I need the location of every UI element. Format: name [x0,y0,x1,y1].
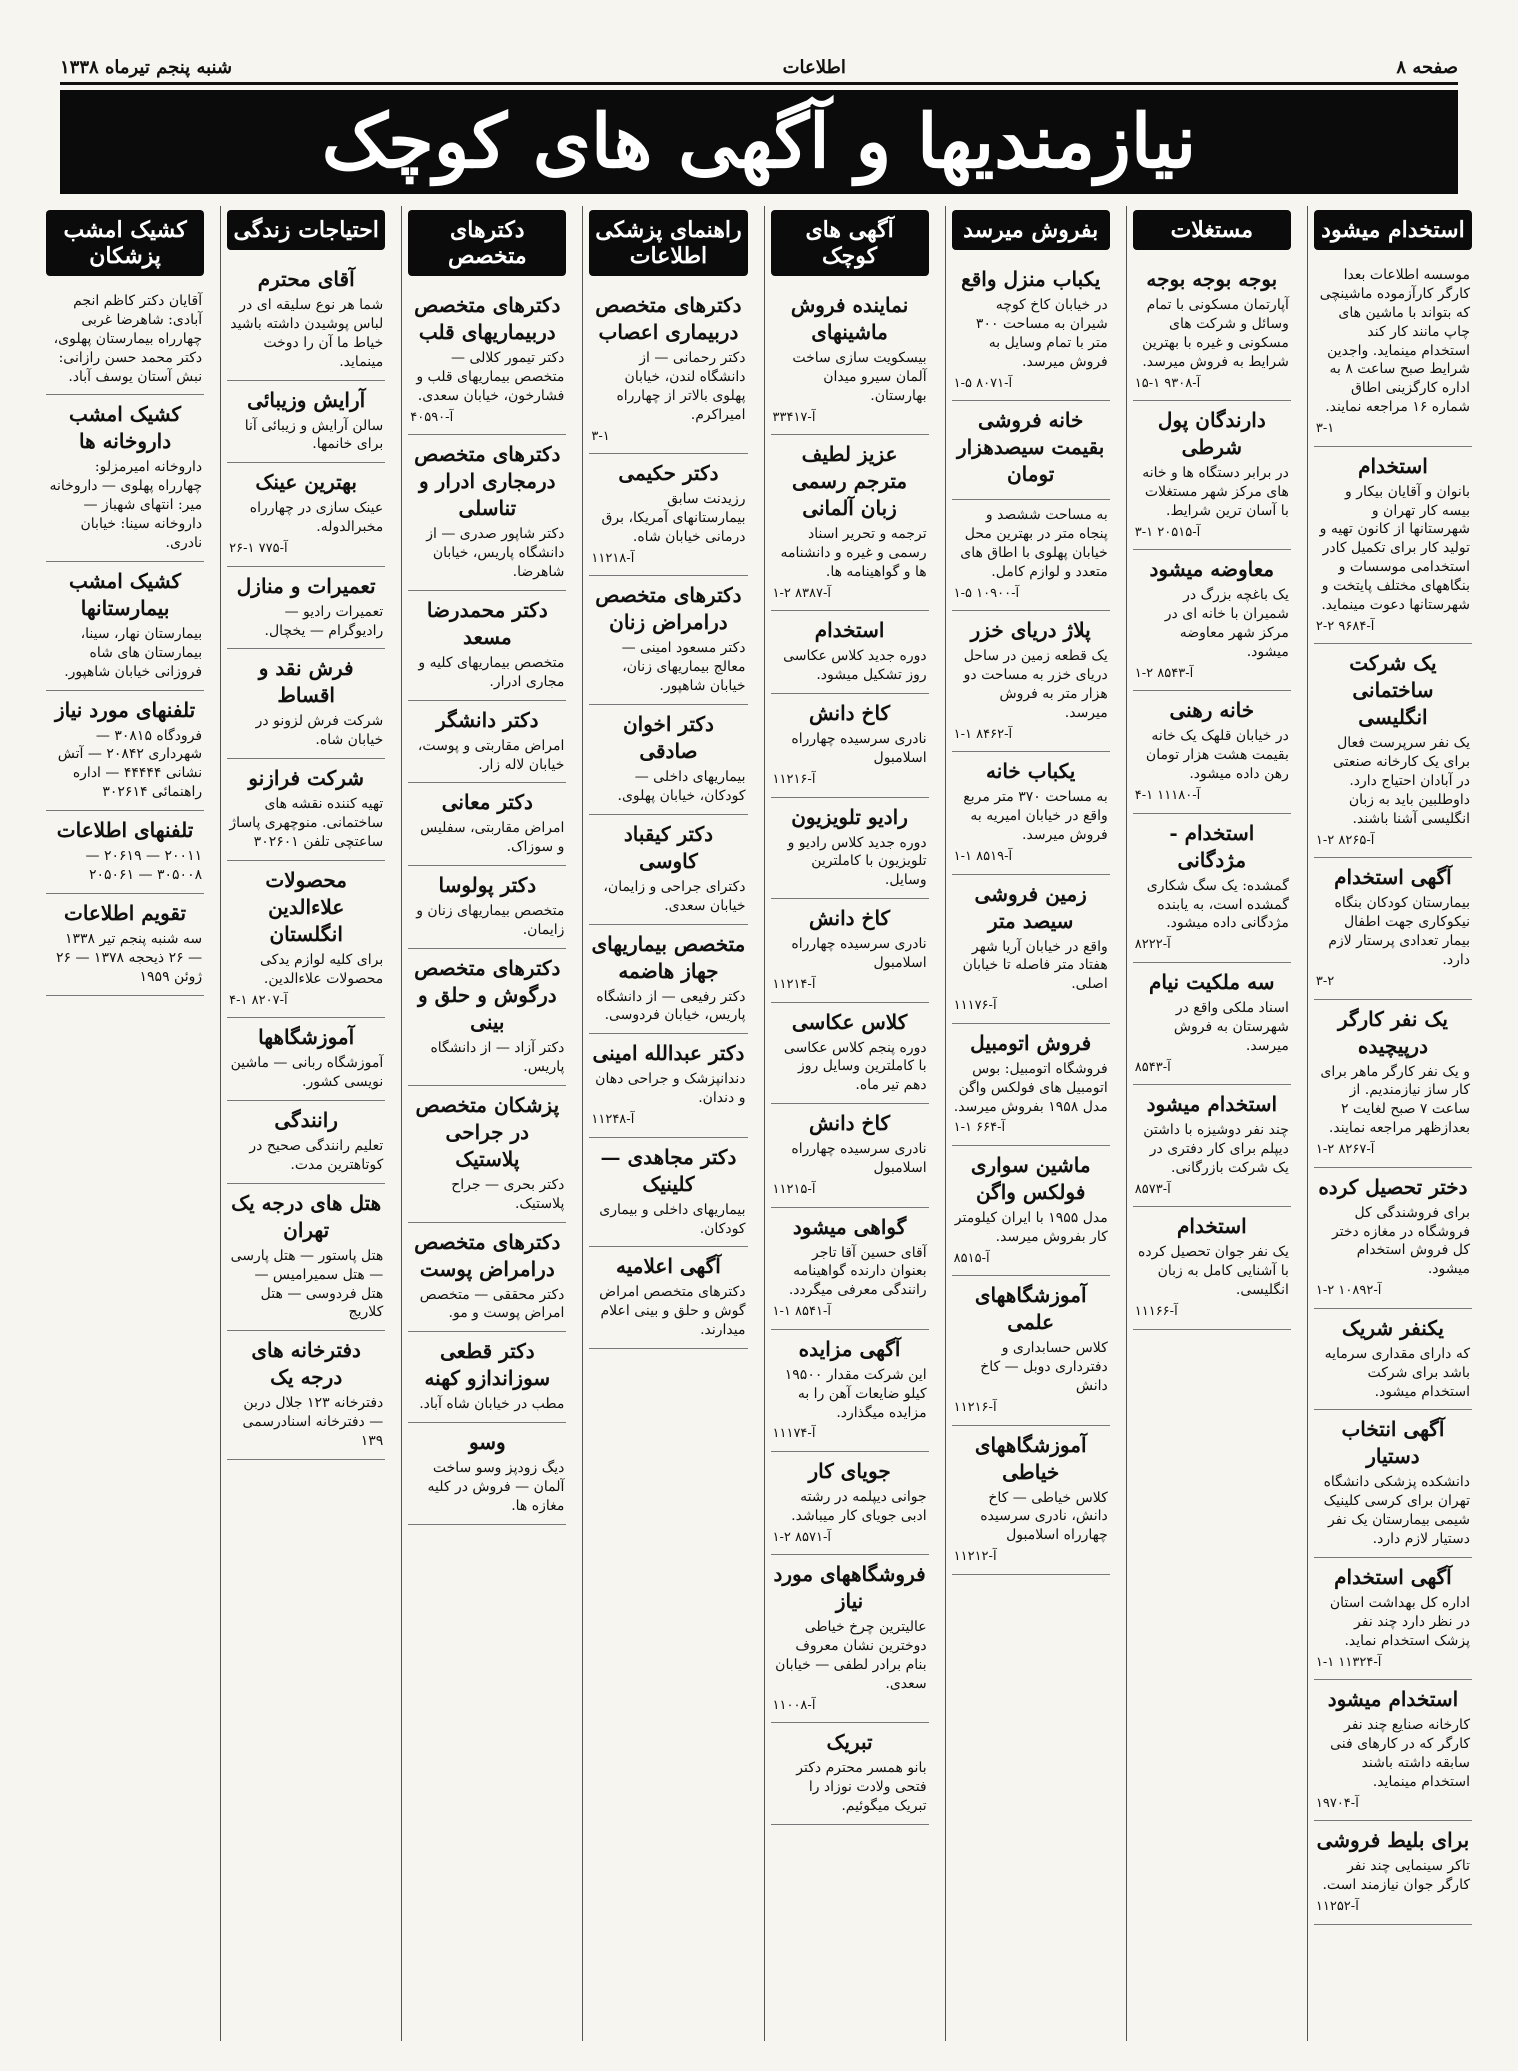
ad-title: آموزشگاههای علمی [974,1283,1087,1335]
ad-code: آ-۸۵۱۵ [953,1250,990,1266]
ad-title: کلاس عکاسی [791,1009,908,1034]
classified-ad [1133,1085,1291,1207]
classified-ad [1133,260,1291,401]
ad-title: تبریک [826,1730,873,1755]
classified-ad [1133,691,1291,813]
ad-title: دکتر مجاهدی — کلینیک [600,1144,737,1196]
classified-ad [589,454,747,576]
ad-code: آ-۸۵۴۳ [1134,1059,1171,1075]
ad-body: اسناد ملکی واقع در شهرستان به فروش میرسد. [1173,999,1289,1054]
ad-title: دکترهای متخصص دربیماری اعصاب [595,293,742,344]
ad-body: تعمیرات رادیو — رادیوگرام — یخچال. [264,603,384,639]
ad-title: خانه فروشی بقیمت سیصدهزار تومان [957,408,1105,487]
ad-body: دوره جدید کلاس رادیو و تلویزیون با کاملترین وسایل. [787,834,927,889]
ad-title: تقویم اطلاعات [64,900,187,925]
ad-title: عزیز لطیف مترجم رسمی زبان آلمانی [792,442,908,521]
classified-ad [589,705,747,815]
classified-ad [408,1223,566,1333]
ad-code: آ-۸۲۶۵ ۲-۱ [1315,832,1375,848]
ad-body: متخصص بیماریهای کلیه و مجاری ادرار. [418,654,565,690]
ad-body: بیمارستان نهار، سینا، بیمارستان های شاه فروزانی خیابان شاهپور. [64,625,203,680]
ad-title: بهترین عینک [255,470,357,495]
classified-ad [952,875,1110,1024]
ad-title: کاخ دانش [809,701,891,726]
classified-ad [408,783,566,866]
classified-ad [1133,1207,1291,1329]
ad-body: آقایان دکتر کاظم انجم آبادی: شاهرضا غربی چهارراه بیمارستان پهلوی، دکتر محمد حسن رازانی: نبش آستان یوسف آباد. [53,293,203,385]
classified-ad [227,1331,385,1460]
ad-title: کشیک امشب بیمارستانها [69,568,182,620]
ad-code: آ-۱۱۲۱۸ [591,550,635,566]
ad-body: تعلیم رانندگی صحیح در کوتاهترین مدت. [249,1138,384,1173]
ad-title: دکتر پولوسا [438,873,537,898]
paper-name: اطلاعات [782,56,846,78]
page-header [60,52,1458,85]
ad-title: یکنفر شریک [1341,1315,1444,1340]
column-heading: مستغلات [1133,210,1291,250]
ad-body: تهیه کننده نقشه های ساختمانی. منوچهری پاساژ ساعتچی تلفن ۳۰۲۶۰۱ [229,796,384,851]
classified-ad [1133,401,1291,550]
ad-body: این شرکت مقدار ۱۹۵۰۰ کیلو ضایعات آهن را به مزایده میگذارد. [784,1366,927,1421]
ad-title: زمین فروشی سیصد متر [974,881,1087,933]
column-heading: کشیک امشب پزشکان [46,210,204,276]
ad-body: یک نفر جوان تحصیل کرده با آشنایی کامل به زبان انگلیسی. [1138,1244,1289,1299]
ad-body: امراض مقاربتی و پوست، خیابان لاله زار. [417,737,565,773]
ad-body: نادری سرسیده چهارراه اسلامبول [791,1141,927,1177]
ad-title: آرایش وزیبائی [247,387,366,412]
column-heading: احتیاجات زندگی [227,210,385,250]
classified-ad [771,1555,929,1723]
ad-title: استخدام میشود [1327,1687,1459,1712]
ad-body: دیگ زودپز وسو ساخت آلمان — فروش در کلیه مغازه ها. [427,1460,565,1515]
ad-code: آ-۱۱۲۵۲ [1315,1899,1359,1915]
classified-ad [1314,260,1472,447]
classified-ad [46,691,204,812]
classified-ad [771,1452,929,1555]
classified-ad [408,866,566,949]
ad-title: کاخ دانش [809,1111,891,1136]
ad-body: دکترای جراحی و زایمان، خیابان سعدی. [603,878,746,914]
classified-ad [227,1184,385,1332]
ad-title: یکباب خانه [986,759,1076,784]
classified-ad [1133,814,1291,963]
classified-ad [408,1086,566,1223]
ad-body: موسسه اطلاعات بعدا کارگر کارآزموده ماشینچی که بتواند با ماشین های چاپ مانند کار کند استخدام مینماید. واجدین شرایط صبح ساعت ۸ به اداره کارگزینی اطاق شماره ۱۶ مراجعه نمایند. [1319,267,1470,416]
ad-title: رانندگی [274,1108,338,1133]
classified-ad [1133,550,1291,691]
ad-body: بیماریهای داخلی و بیماری کودکان. [599,1201,746,1237]
ad-code: آ-۸۲۶۷ ۲-۱ [1315,1142,1375,1158]
classified-ad [589,576,747,705]
ad-code: آ-۱۰۸۹۲ ۲-۱ [1315,1283,1382,1299]
classified-ad [771,1104,929,1207]
ad-title: یک نفر کارگر درپیچیده [1337,1006,1448,1058]
classified-ad [227,1018,385,1101]
ad-title: استخدام [814,618,885,643]
ad-title: یکباب منزل واقع [961,267,1101,291]
classified-ad [227,759,385,861]
classified-ad [771,435,929,611]
ad-body: دکتر مسعود امینی — معالج بیماریهای زنان، خیابان شاهپور. [621,640,746,695]
ad-code: آ-۱۱۲۱۲ [953,1549,997,1565]
ad-body: آپارتمان مسکونی با تمام وسائل و شرکت های مسکونی و غیره با بهترین شرایط به فروش میرسد. [1142,297,1289,370]
ad-code: آ-۸۰۷۱ ۵-۱ [953,375,1013,391]
ad-body: عینک سازی در چهارراه مخبرالدوله. [249,500,384,536]
ad-code: آ-۷۷۵ ۱-۲۶ [229,541,288,557]
ad-title: دکترهای متخصص دربیماریهای قلب [414,293,561,344]
ad-body: بانوان و آقایان بیکار و بیسه کار تهران و شهرستانها از کانون تهیه و تولید کار برای تکمیل کادر استخدامی موسسات و بنگاههای مختلف پایتخت و شهرستانها دعوت مینماید. [1319,483,1470,614]
classified-ad [771,1723,929,1825]
ad-title: دکتر معانی [441,790,533,815]
classified-ad [1314,1680,1472,1821]
classified-ad [952,1276,1110,1425]
column-6 [401,206,572,2041]
column-8 [40,206,210,2041]
classified-ad [408,1332,566,1423]
ad-body: شما هر نوع سلیقه ای در لباس پوشیدن داشته باشید خیاط ما آن را دوخت مینماید. [230,297,384,370]
ad-code: آ-۸۵۱۹ ۱-۱ [953,849,1013,864]
column-heading: بفروش میرسد [952,210,1110,250]
classified-ad [227,567,385,650]
ad-title: دکترهای متخصص درگوش و حلق و بینی [414,956,561,1035]
ad-code: آ-۲۰۵۱۵ ۱-۳ [1134,524,1201,540]
ad-code: آ-۸۲۰۷ ۱-۴ [229,992,288,1008]
classified-ad [771,1208,929,1330]
ad-body: بیسکویت سازی ساخت آلمان سیرو میدان بهارستان. [792,350,927,404]
ad-title: آگهی مزایده [798,1336,901,1361]
ad-code: آ-۱۹۷۰۴ [1315,1795,1359,1811]
ad-body: داروخانه امیرمزلو: چهارراه پهلوی — داروخانه میر: انتهای شهباز — داروخانه سینا: خیابان نادری. [49,459,203,552]
ad-body: سالن آرایش و زیبائی آنا برای خانمها. [244,417,384,453]
ad-title: آموزشگاهها [258,1025,355,1050]
ad-body: برای فروشندگی کل فروشگاه در مغازه دختر کل فروش استخدام میشود. [1331,1204,1470,1278]
ad-title: استخدام [1358,453,1428,478]
column-heading: راهنمای پزشکی اطلاعات [589,210,747,276]
column-4 [764,206,935,2041]
classified-ad [227,1101,385,1184]
classified-ad [408,591,566,701]
ad-code: آ-۴۰۵۹۰ [410,409,454,425]
ad-body: متخصص بیماریهای زنان و زایمان. [416,903,565,939]
classified-ad [227,861,385,1018]
classified-ad [589,925,747,1035]
ad-title: دکترهای متخصص درمجاری ادرار و تناسلی [414,442,561,521]
ad-title: دکتر اخوان صادقی [622,712,714,763]
ad-title: شرکت فرازنو [248,766,364,791]
ad-code: آ-۳۳۴۱۷ [772,409,816,425]
ad-title: بوجه بوجه بوجه [1146,267,1278,291]
classified-ad [1314,1821,1472,1924]
ad-body: دکتر شاپور صدری — از دانشگاه پاریس، خیابان شاهرضا. [426,526,565,580]
ad-body: دکتر بحری — جراح پلاستیک. [451,1176,565,1212]
classified-ad [408,286,566,435]
classified-ad [46,286,204,395]
ad-code: آ-۱۱۲۱۶ [953,1399,997,1415]
ad-title: وسو [468,1430,506,1455]
ad-body: کلاس خیاطی — کاخ دانش، نادری سرسیده چهارراه اسلامبول [980,1489,1108,1544]
classified-ad [952,611,1110,752]
ad-body: دندانپزشک و جراحی دهان و دندان. [595,1071,746,1107]
classified-ad [589,1034,747,1137]
classified-ad [589,286,747,454]
ad-body: یک باغچه بزرگ در شمیران با خانه ای در مرکز شهر معاوضه میشود. [1164,587,1289,660]
column-5 [582,206,753,2041]
ad-body: فرودگاه ۳۰۸۱۵ — شهرداری ۲۰۸۴۲ — آتش نشانی ۴۴۴۴۴ — اداره راهنمائی ۳۰۲۶۱۴ [57,727,203,801]
classified-ad [771,286,929,435]
ad-code: آ-۱۱۲۱۶ [772,772,816,787]
ad-body: در برابر دستگاه ها و خانه های مرکز شهر مستغلات با آسان ترین شرایط. [1142,465,1289,519]
classified-ad [1133,963,1291,1085]
classified-ad [1314,1168,1472,1309]
ad-body: بیماریهای داخلی — کودکان، خیابان پهلوی. [617,769,746,804]
classified-ad [952,1024,1110,1146]
ad-body: یک نفر سرپرست فعال برای یک کارخانه صنعتی در آبادان احتیاج دارد. داوطلبین باید به زبان انگلیسی آشنا باشند. [1332,735,1470,828]
ad-body: اداره کل بهداشت استان در نظر دارد چند نفر پزشک استخدام نماید. [1329,1595,1470,1649]
ad-body: بانو همسر محترم دکتر فتحی ولادت نوزاد را تبریک میگوئیم. [796,1760,927,1815]
classified-ad [952,500,1110,611]
classified-ad [408,435,566,591]
ad-body: برای کلیه لوازم یدکی محصولات علاءالدین. [260,951,384,987]
ad-title: دکتر حکیمی [618,461,719,486]
classified-ad [1314,1309,1472,1411]
classified-ad [1314,447,1472,645]
ad-body: به مساحت ۳۷۰ متر مربع واقع در خیابان امیریه به فروش میرسد. [963,789,1108,844]
ad-body: گمشده: یک سگ شکاری گمشده است، به یابنده مژدگانی داده میشود. [1146,877,1289,932]
ad-title: هتل های درجه یک تهران [231,1190,382,1242]
ad-title: تلفنهای اطلاعات [56,818,194,843]
classified-ad [1314,644,1472,858]
ad-code: آ-۸۲۲۲ [1134,937,1171,953]
ad-title: دکتر عبدالله امینی [592,1041,745,1066]
ad-title: کاخ دانش [809,906,891,931]
classified-ad [589,1247,747,1349]
ad-title: نماینده فروش ماشینهای [790,293,909,344]
ad-code: آ-۱۱۳۲۴ ۱-۱ [1315,1654,1382,1670]
classified-ad [771,1003,929,1105]
ad-title: پلاژ دریای خزر [970,618,1091,643]
ad-title: دکترهای متخصص درامراض زنان [595,583,742,635]
ad-title: برای بلیط فروشی [1316,1828,1470,1853]
ad-code: آ-۸۵۴۳ ۲-۱ [1134,665,1194,681]
ad-code: آ-۱۱۲۱۴ [772,977,816,992]
ad-body: عالیترین چرخ خیاطی دوخترین نشان معروف بنام برادر لطفی — خیابان سعدی. [775,1619,927,1692]
page-number: صفحه ۸ [1396,56,1458,78]
ad-title: دکتر دانشگر [436,707,539,732]
classified-ad [46,562,204,691]
ad-body: فروشگاه اتومبیل: بوس اتومبیل های فولکس واگن مدل ۱۹۵۸ بفروش میرسد. [953,1060,1108,1115]
classifieds-banner: نیازمندیها و آگهی های کوچک [60,90,1458,194]
ad-title: کشیک امشب داروخانه ها [69,402,182,454]
classified-ad [952,401,1110,500]
issue-date: شنبه پنجم تیرماه ۱۳۳۸ [60,56,233,78]
ad-body: آقای حسین آقا تاجر بعنوان دارنده گواهینامه رانندگی معرفی میگردد. [788,1244,927,1299]
ad-code: آ-۱۱۱۷۴ [772,1426,816,1442]
classified-ad [952,1426,1110,1575]
ad-body: دکتر آزاد — از دانشگاه پاریس. [430,1040,565,1075]
ad-body: دفترخانه ۱۲۳ جلال دربن — دفترخانه اسنادرسمی ۱۳۹ [242,1395,384,1450]
ad-title: محصولات علاءالدین انگلستان [265,867,347,946]
ad-code: آ-۱۰۹۰۰ ۵-۱ [953,585,1020,601]
ad-title: آقای محترم [257,267,355,291]
ad-body: و یک نفر کارگر ماهر برای کار ساز نیازمندیم. از ساعت ۷ صبح لغایت ۲ بعدازظهر مراجعه نمایند. [1320,1063,1470,1137]
classified-ad [952,752,1110,874]
ad-title: دارندگان پول شرطی [1157,408,1266,460]
ad-code: ۳-۲ [1315,974,1335,990]
ad-code: ۳-۱ [591,428,610,444]
ad-body: در خیابان قلهک یک خانه بقیمت هشت هزار تومان رهن داده میشود. [1145,728,1289,783]
ad-title: پزشکان متخصص در جراحی پلاستیک [415,1092,560,1171]
ad-body: رزیدنت سابق بیمارستانهای آمریکا، برق درمانی خیابان شاه. [601,491,746,545]
ad-body: آموزشگاه ربانی — ماشین نویسی کشور. [230,1055,384,1091]
ad-title: ماشین سواری فولکس واگن [970,1152,1091,1204]
ad-title: تعمیرات و منازل [236,573,376,598]
classified-ad [952,1146,1110,1276]
ad-body: شرکت فرش لزونو در خیابان شاه. [255,713,384,749]
classified-ad [771,694,929,797]
ad-title: آموزشگاههای خیاطی [974,1432,1087,1484]
classified-ad [227,381,385,464]
classified-ad [46,894,204,996]
ad-title: فروشگاههای مورد نیاز [773,1562,926,1614]
classified-ad [227,649,385,759]
ad-body: ۲۰۰۱۱ — ۲۰۶۱۹ — ۳۰۵۰۰۸ — ۲۰۵۰۶۱ [85,848,203,884]
ad-title: استخدام - مژدگانی [1169,820,1255,872]
ad-title: جویای کار [808,1458,891,1483]
ad-title: دکتر قطعی سوزاندازو کهنه [424,1339,551,1391]
ad-title: آگهی اعلامیه [616,1254,721,1279]
column-3 [945,206,1116,2041]
ad-body: دوره پنجم کلاس عکاسی با کاملترین وسایل روز دهم تیر ماه. [783,1039,927,1094]
ad-body: دکتر رحمانی — از دانشگاه لندن، خیابان پهلوی بالاتر از چهارراه امیراکرم. [616,350,746,423]
column-heading: آگهی های کوچک [771,210,929,276]
ad-body: جوانی دیپلمه در رشته ادبی جویای کار میباشد. [791,1488,927,1524]
classified-ad [408,701,566,784]
ad-code: آ-۸۵۴۱ ۱-۱ [772,1304,831,1320]
classified-ad [46,811,204,894]
classified-ad [771,899,929,1002]
ad-code: آ-۹۳۰۸ ۱-۱۵ [1134,375,1201,391]
classified-ad [408,1423,566,1525]
ad-title: دکتر محمدرضا مسعد [426,597,548,649]
classified-ad [589,1138,747,1248]
ad-body: مطب در خیابان شاه آباد. [419,1396,565,1413]
ad-body: هتل پاستور — هتل پارسی — هتل سمیرامیس — هتل فردوسی — هتل کلاریج [230,1247,384,1321]
ad-title: دکتر کیقباد کاوسی [623,821,714,873]
ad-code: آ-۱۱۰۰۸ [772,1697,816,1713]
ad-title: آگهی استخدام [1334,865,1452,890]
classified-ad [1314,1558,1472,1680]
classified-ad [771,611,929,694]
classified-ad [227,463,385,566]
column-2 [1126,206,1297,2041]
ad-body: ترجمه و تحریر اسناد رسمی و غیره و دانشنامه ها و گواهینامه ها. [780,526,927,580]
ad-title: استخدام میشود [1146,1092,1278,1117]
ad-code: آ-۸۵۷۱ ۲-۱ [772,1529,831,1545]
ad-title: آگهی استخدام [1334,1565,1452,1590]
ad-title: فروش اتومبیل [970,1030,1092,1055]
ad-title: فرش نقد و اقساط [258,656,354,708]
ad-body: دوره جدید کلاس عکاسی روز تشکیل میشود. [783,648,927,684]
ad-title: خانه رهنی [1169,698,1255,723]
classified-ad [46,395,204,561]
ad-code: آ-۸۳۸۷ ۲-۱ [772,585,831,601]
ad-code: آ-۸۵۷۳ [1134,1181,1171,1197]
ad-body: تاکر سینمایی چند نفر کارگر جوان نیازمند است. [1322,1858,1470,1894]
ad-body: دکتر تیمور کلالی — متخصص بیماریهای قلب و فشارخون، خیابان سعدی. [416,350,565,404]
column-heading: استخدام میشود [1314,210,1472,250]
classified-ad [589,815,747,925]
classified-ad [952,260,1110,401]
ad-body: یک قطعه زمین در ساحل دریای خزر به مساحت دو هزار متر به فروش میرسد. [963,648,1108,721]
classified-ad [1314,1000,1472,1168]
classified-ad [1314,858,1472,999]
ad-title: استخدام [1176,1214,1247,1239]
ad-body: چند نفر دوشیزه با داشتن دیپلم برای کار دفتری در یک شرکت بازرگانی. [1143,1122,1289,1176]
ad-body: سه شنبه پنجم تیر ۱۳۳۸ — ۲۶ ذیحجه ۱۳۷۸ — ۲۶ ژوئن ۱۹۵۹ [55,930,203,985]
ad-title: متخصص بیماریهای جهاز هاضمه [591,931,746,983]
ad-title: رادیو تلویزیون [791,804,908,829]
columns-container [40,206,1478,2041]
ad-code: ۳-۱ [1315,421,1335,437]
ad-body: امراض مقاربتی، سفلیس و سوزاک. [420,820,565,856]
ad-code: آ-۱۱۱۸۰ ۱-۴ [1134,788,1201,804]
ad-body: به مساحت ششصد و پنجاه متر در بهترین محل خیابان پهلوی با اطاق های متعدد و لوازم کامل. [960,507,1108,580]
ad-code: آ-۱۱۱۷۶ [953,998,997,1014]
ad-body: دکتر رفیعی — از دانشگاه پاریس، خیابان فردوسی. [596,988,746,1024]
column-7 [220,206,391,2041]
ad-code: آ-۶۶۴ ۱-۱ [953,1120,1006,1136]
classified-ad [771,798,929,900]
ad-body: نادری سرسیده چهارراه اسلامبول [791,936,927,972]
ad-code: آ-۹۶۸۴ ۲-۲ [1315,618,1375,634]
classified-ad [1314,1410,1472,1558]
ad-title: یک شرکت ساختمانی انگلیسی [1349,651,1437,730]
column-heading: دکترهای متخصص [408,210,566,276]
ad-body: واقع در خیابان آریا شهر هفتاد متر فاصله تا خیابان اصلی. [962,938,1108,993]
ad-title: دفترخانه های درجه یک [251,1338,361,1390]
ad-body: دکترهای متخصص امراض گوش و حلق و بینی اعلام میدارند. [599,1284,746,1339]
ad-title: تلفنهای مورد نیاز [54,697,196,722]
classified-ad [227,260,385,381]
ad-code: آ-۱۱۲۴۸ [591,1112,635,1128]
ad-body: دکتر محققی — متخصص امراض پوست و مو. [419,1286,565,1322]
ad-body: مدل ۱۹۵۵ با ایران کیلومتر کار بفروش میرسد. [954,1209,1108,1245]
classified-ad [771,1330,929,1452]
column-1 [1307,206,1478,2041]
ad-title: سه ملکیت نیام [1149,969,1275,994]
ad-title: دختر تحصیل کرده [1318,1174,1468,1199]
ad-body: دانشکده پزشکی دانشگاه تهران برای کرسی کلینیک شیمی بیمارستان یک نفر دستیار لازم دارد. [1323,1474,1470,1548]
ad-code: آ-۱۱۲۱۵ [772,1182,816,1197]
ad-body: در خیابان کاخ کوچه شیران به مساحت ۳۰۰ متر با تمام وسایل به فروش میرسد. [975,297,1108,370]
ad-body: نادری سرسیده چهارراه اسلامبول [791,731,927,767]
ad-body: که دارای مقداری سرمایه باشد برای شرکت استخدام میشود. [1324,1345,1470,1400]
ad-code: آ-۱۱۱۶۶ [1134,1303,1178,1319]
ad-title: گواهی میشود [792,1214,907,1239]
ad-body: کارخانه صنایع چند نفر کارگر که در کارهای فنی سابقه داشته باشند استخدام مینماید. [1330,1717,1470,1790]
ad-body: بیمارستان کودکان بنگاه نیکوکاری جهت اطفال بیمار تعدادی پرستار لازم دارد. [1328,895,1470,969]
ad-title: دکترهای متخصص درامراض پوست [414,1229,561,1281]
ad-title: معاوضه میشود [1149,557,1275,582]
classified-ad [408,949,566,1086]
ad-body: کلاس حسابداری و دفترداری دوبل — کاخ دانش [980,1340,1108,1395]
ad-code: آ-۸۴۶۲ ۱-۱ [953,726,1013,742]
ad-title: آگهی انتخاب دستیار [1341,1417,1445,1469]
